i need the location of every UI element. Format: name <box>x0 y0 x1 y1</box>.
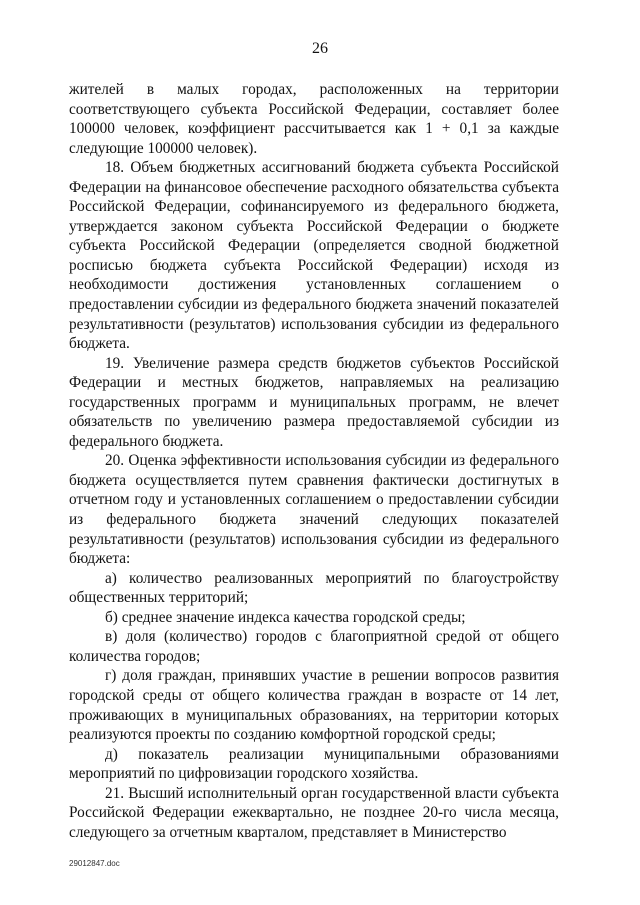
page-number: 26 <box>312 40 328 57</box>
list-item-v: в) доля (количество) городов с благоприятной средой от общего количества городов; <box>69 628 559 665</box>
footer-document-code: 29012847.doc <box>69 859 120 868</box>
paragraph-19: 19. Увеличение размера средств бюджетов субъектов Российской Федерации и местных бюджетов, направляемых на реализацию государственных программ и муниципальных программ, не влечет обязательств по увеличению размера предоставляемой субсидии из федерального бюджета. <box>69 354 559 450</box>
paragraph-continuation: жителей в малых городах, расположенных на территории соответствующего субъекта Российской Федерации, составляет более 100000 человек, коэффициент рассчитывается как 1 + 0,1 за каждые следующие 100000 человек). <box>69 81 559 157</box>
list-item-b: б) среднее значение индекса качества городской среды; <box>105 608 466 626</box>
list-item-a: а) количество реализованных мероприятий по благоустройству общественных территорий; <box>69 569 559 607</box>
paragraph-18: 18. Объем бюджетных ассигнований бюджета субъекта Российской Федерации на финансовое обеспечение расходного обязательства субъекта Российской Федерации, софинансируемого из федерального бюджета, утверждается законом субъекта Российской Федерации о бюджете субъекта Российской Федерации (определяется сводной бюджетной росписью бюджета субъекта Российской Федерации) исходя из необходимости достижения установленных соглашением о предоставлении субсидии из федерального бюджета значений показателей результативности (результатов) использования субсидии из федерального бюджета. <box>69 159 559 353</box>
document-body <box>69 80 559 842</box>
paragraph-21: 21. Высший исполнительный орган государственной власти субъекта Российской Федерации ежеквартально, не позднее 20-го числа месяца, следующего за отчетным кварталом, представляет в Министерство <box>69 784 559 841</box>
list-item-d: д) показатель реализации муниципальными образованиями мероприятий по цифровизации городского хозяйства. <box>69 745 559 783</box>
list-item-g: г) доля граждан, принявших участие в решении вопросов развития городской среды от общего количества граждан в возрасте от 14 лет, проживающих в муниципальных образованиях, на территории которых реализуются проекты по созданию комфортной городской среды; <box>69 667 559 744</box>
paragraph-20: 20. Оценка эффективности использования субсидии из федерального бюджета осуществляется путем сравнения фактически достигнутых в отчетном году и установленных соглашением о предоставлении субсидии из федерального бюджета значений следующих показателей результативности (результатов) использования субсидии из федерального бюджета: <box>69 452 559 568</box>
